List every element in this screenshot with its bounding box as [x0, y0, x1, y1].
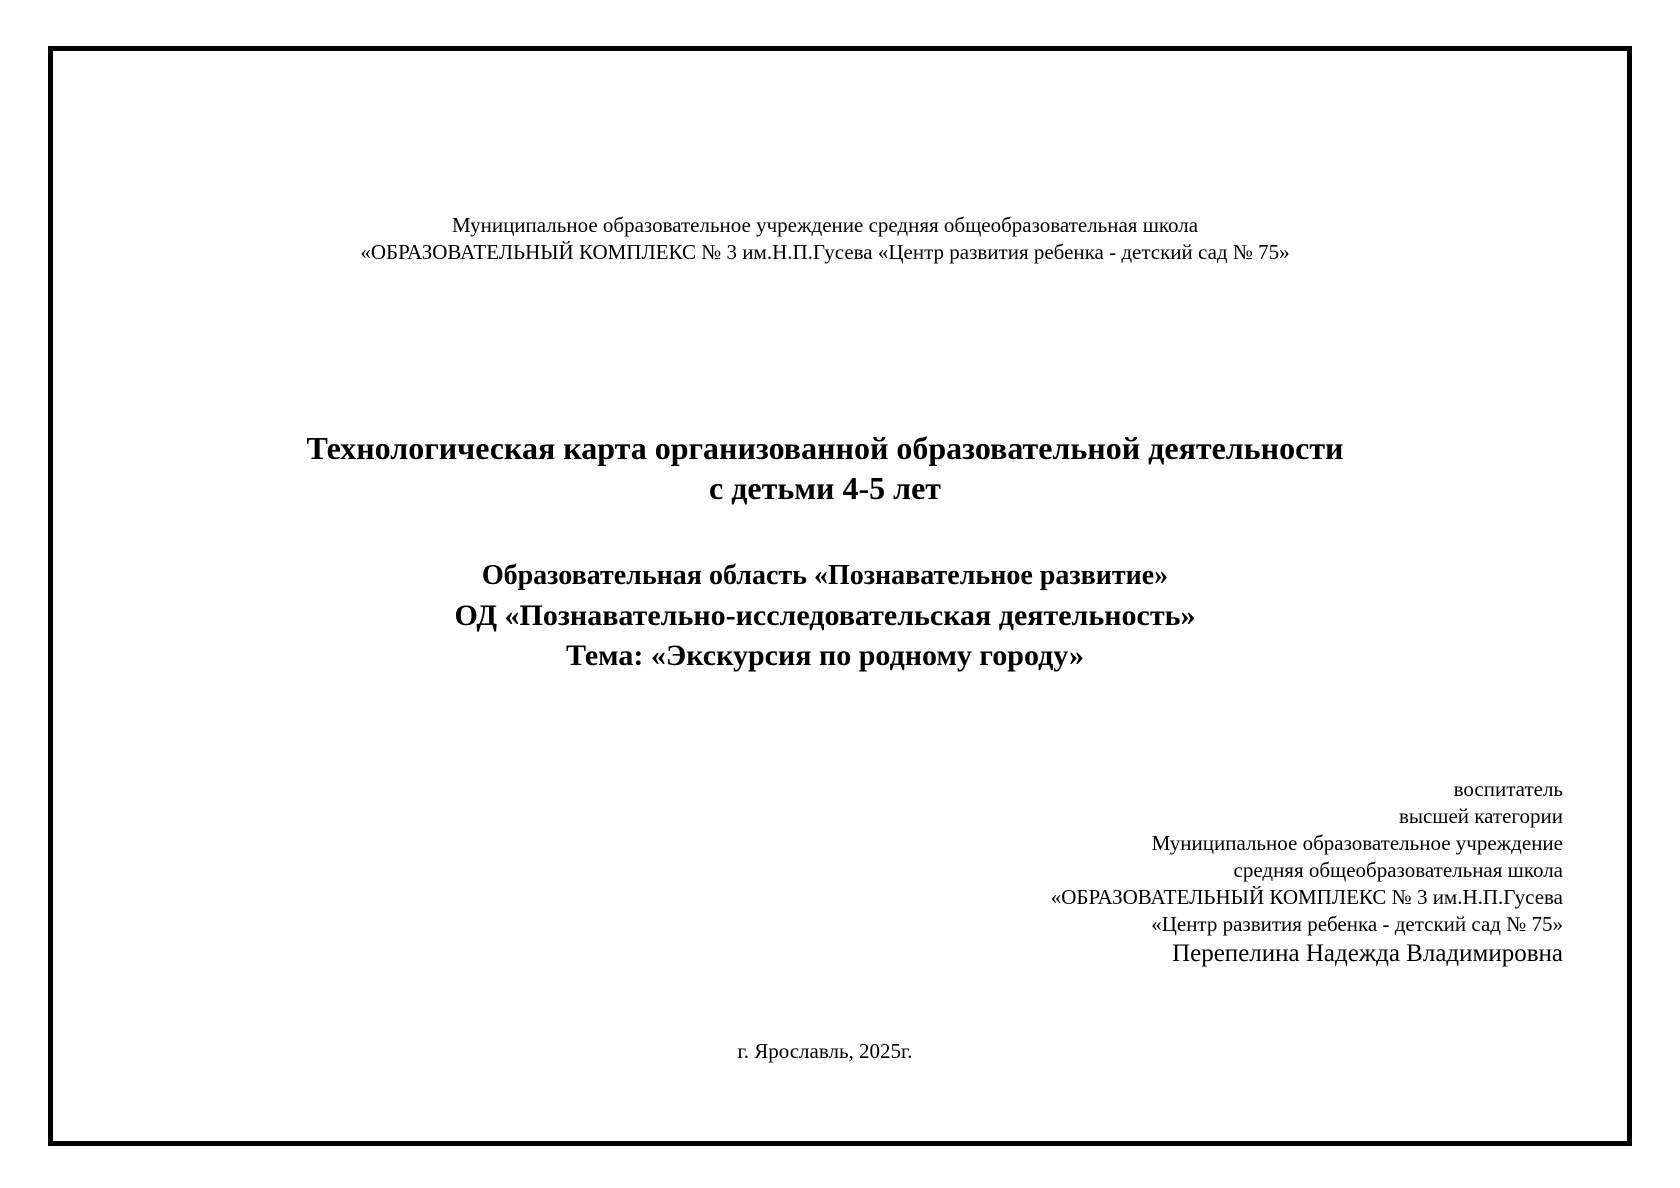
author-category: высшей категории [1398, 804, 1563, 828]
document-title [0, 428, 1650, 508]
author-name: Перепелина Надежда Владимировна [1172, 940, 1563, 967]
document-subtitle [0, 556, 1650, 676]
place-and-year: г. Ярославль, 2025г. [737, 1039, 913, 1063]
author-organization-line-2: средняя общеобразовательная школа [1233, 858, 1563, 882]
organization-header-line-2: «ОБРАЗОВАТЕЛЬНЫЙ КОМПЛЕКС № 3 им.Н.П.Гусева «Центр развития ребенка - детский сад № 75» [360, 240, 1290, 264]
author-position: воспитатель [1453, 777, 1563, 801]
document-title-line-1: Технологическая карта организованной образовательной деятельности [306, 430, 1344, 466]
activity-type: ОД «Познавательно-исследовательская деятельность» [454, 599, 1196, 632]
lesson-topic: Тема: «Экскурсия по родному городу» [565, 639, 1085, 672]
author-organization-line-3: «ОБРАЗОВАТЕЛЬНЫЙ КОМПЛЕКС № 3 им.Н.П.Гусева [1050, 885, 1563, 909]
author-organization-line-1: Муниципальное образовательное учреждение [1151, 831, 1563, 855]
organization-header [0, 212, 1650, 266]
educational-area: Образовательная область «Познавательное развитие» [481, 560, 1169, 591]
organization-header-line-1: Муниципальное образовательное учреждение средняя общеобразовательная школа [451, 213, 1199, 237]
document-title-line-2: с детьми 4-5 лет [709, 470, 941, 506]
author-organization-line-4: «Центр развития ребенка - детский сад № 75» [1151, 912, 1563, 936]
author-block [1051, 776, 1563, 970]
